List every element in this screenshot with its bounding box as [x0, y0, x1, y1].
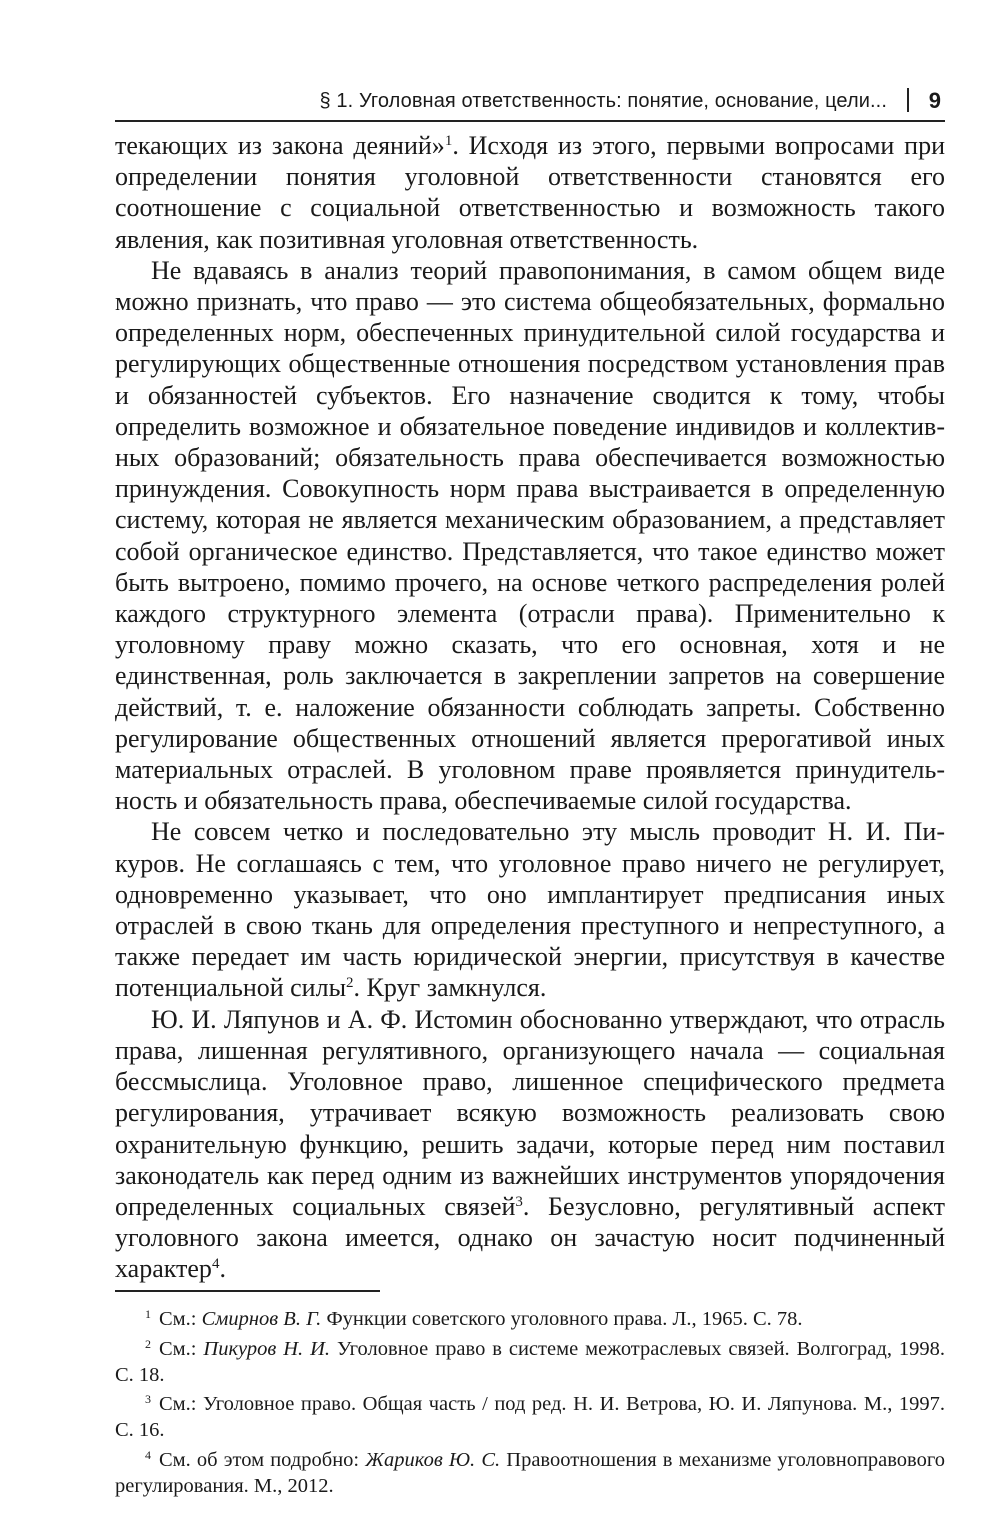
- paragraph-3: [115, 816, 945, 1003]
- footnote-4: [115, 1447, 945, 1499]
- footnote-prefix: См. об этом подробно:: [159, 1448, 366, 1471]
- footnote-author: Жариков Ю. С.: [365, 1448, 501, 1471]
- footnote-divider: [115, 1290, 380, 1292]
- footnote-ref-2: 2: [346, 975, 354, 992]
- paragraph-1-text-b: . Исходя из этого, первыми вопросами при определении понятия уголовной ответственности становятся его соотношение с социальной ответственностью и возможность такого явления, как позитивная уголовная ответственность.: [115, 131, 945, 254]
- footnote-ref-3: 3: [515, 1193, 523, 1210]
- paragraph-1-text-a: текающих из закона деяний»: [115, 131, 445, 160]
- main-text: [115, 130, 945, 1285]
- paragraph-4: [115, 1004, 945, 1285]
- footnotes: [115, 1306, 945, 1502]
- footnote-prefix: См.:: [159, 1337, 204, 1360]
- paragraph-4-text-b: . Безусловно, регулятивный аспект уголовного закона имеется, однако он зачастую носит подчиненный характер: [115, 1191, 945, 1284]
- running-header: [115, 84, 945, 122]
- footnote-1: [115, 1306, 945, 1332]
- page-number: 9: [928, 88, 941, 113]
- footnote-prefix: См.: Уголовное право. Общая часть / под ред. Н. И. Ветрова, Ю. И. Ляпунова. М., 1997. С. 16.: [115, 1393, 945, 1441]
- footnote-ref-1: 1: [444, 133, 453, 149]
- footnote-ref-4: 4: [211, 1256, 220, 1273]
- paragraph-3-text-b: . Круг замкнулся.: [353, 973, 547, 1003]
- footnote-mark: 3: [145, 1392, 151, 1406]
- footnote-author: Пикуров Н. И.: [203, 1337, 331, 1360]
- paragraph-1: [115, 130, 945, 255]
- footnote-text: Уголовное право в системе межотраслевых связей. Волгоград, 1998. С. 18.: [115, 1337, 946, 1386]
- paragraph-3-text-a: Не совсем четко и последовательно эту мысль проводит Н. И. Пикуров. Не соглашаясь с тем, что уголовное право ничего не регулирует, одновременно указывает, что оно имплантирует предписания иных отраслей в свою ткань для определения преступного и непреступного, а также передает им часть юридической энергии, присутствуя в качестве потенциальной силы: [115, 817, 945, 1003]
- footnote-text: Правоотношения в механизме уголовноправового регулирования. М., 2012.: [115, 1448, 945, 1497]
- footnote-prefix: См.:: [159, 1308, 202, 1330]
- footnote-3: [115, 1391, 945, 1443]
- footnote-mark: 4: [145, 1447, 151, 1462]
- footnote-text: Функции советского уголовного права. Л., 1965. С. 78.: [321, 1308, 803, 1330]
- footnote-2: [115, 1336, 945, 1388]
- section-title: § 1. Уголовная ответственность: понятие, основание, цели...: [319, 90, 887, 112]
- paragraph-2: Не вдаваясь в анализ теорий правопонимания, в самом общем виде можно признать, что право — это система общеобязательных, формально определенных норм, обеспеченных принудительной силой государства и регулирующих общественные отношения посредством установления прав и обязанностей субъектов. Его назначение сводится к тому, чтобы определить возможное и обязательное поведение индивидов и коллективных образований; обязательность права обеспечивается возможностью принуждения. Совокупность норм права выстраивается в определенную систему, которая не является механическим образованием, а представляет собой органическое единство. Представляется, что такое единство может быть вытроено, помимо прочего, на основе четкого распределения ролей каждого структурного элемента (отрасли права). Применительно к уголовному праву можно сказать, что его основная, хотя и не единственная, роль заключается в закреплении запретов на совершение действий, т. е. наложение обязанности соблюдать запреты. Собственно регулирование общественных отношений является прерогативой иных материальных отраслей. В уголовном праве проявляется принудительность и обязательность права, обеспечиваемые силой государства.: [115, 255, 945, 816]
- footnote-mark: 1: [145, 1307, 151, 1321]
- header-separator: [907, 88, 909, 112]
- footnote-mark: 2: [145, 1336, 151, 1351]
- paragraph-4-text-a: Ю. И. Ляпунов и А. Ф. Истомин обоснованно утверждают, что отрасль права, лишенная регулятивного, организующего начала — социальная бессмыслица. Уголовное право, лишенное специфического предмета регулирования, утрачивает всякую возможность реализовать свою охранительную функцию, решить задачи, которые перед ним поставил законодатель как перед одним из важнейших инструментов упорядочения определенных социальных связей: [115, 1004, 945, 1221]
- paragraph-4-text-c: .: [219, 1254, 226, 1284]
- footnote-author: Смирнов В. Г.: [201, 1308, 322, 1330]
